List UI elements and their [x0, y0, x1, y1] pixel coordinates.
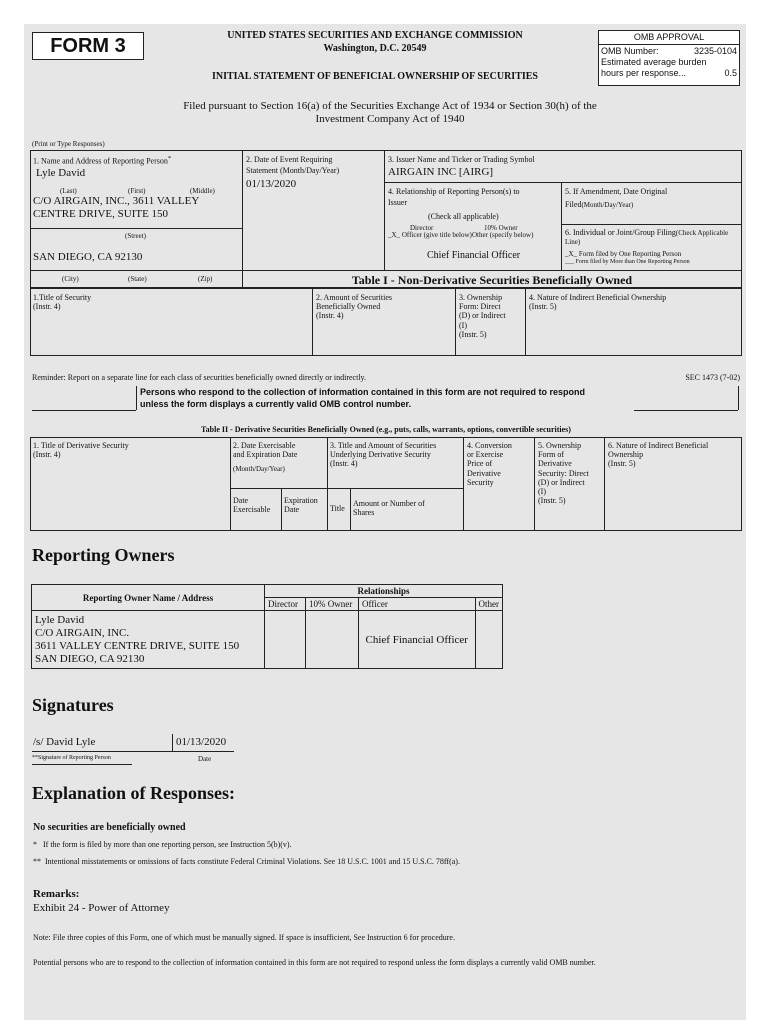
officer-option: _X_ Officer (give title below) — [388, 231, 472, 239]
table2-col3: 3. Title and Amount of Securities Underlying Derivative Security (Instr. 4) — [330, 441, 437, 469]
officer-title: Chief Financial Officer — [427, 250, 521, 261]
ro-col-other: Other — [475, 598, 503, 611]
potential-persons: Potential persons who are to respond to the collection of information contained in this form are not required to respond unless the form displays a currently valid OMB number. — [33, 958, 596, 967]
box4-label-line1: 4. Relationship of Reporting Person(s) to — [388, 187, 520, 196]
address-line1: C/O AIRGAIN, INC., 3611 VALLEY — [33, 195, 200, 207]
zip-label: (Zip) — [198, 275, 213, 283]
date-label: Date — [198, 755, 212, 763]
table2-col3a: Title — [330, 504, 345, 513]
ten-pct-option: 10% Owner — [484, 224, 518, 232]
ro-col-ten: 10% Owner — [306, 598, 359, 611]
table1-col1: 1.Title of Security (Instr. 4) — [33, 293, 92, 312]
ro-owner-line: 3611 VALLEY CENTRE DRIVE, SUITE 150 — [35, 639, 240, 652]
one-person-check-mark: _X_ — [565, 250, 578, 258]
ro-other-cell — [475, 611, 503, 669]
ro-director-cell — [265, 611, 306, 669]
table2-col2-small: (Month/Day/Year) — [233, 465, 285, 473]
ro-ten-cell — [306, 611, 359, 669]
print-note: (Print or Type Responses) — [32, 140, 105, 148]
city-label: (City) — [62, 275, 79, 283]
ro-owner-line: SAN DIEGO, CA 92130 — [35, 652, 145, 665]
note2: ** Intentional misstatements or omissions of facts constitute Federal Criminal Violations. See 18 U.S.C. 1001 and 15 U.S.C. 78ff(a). — [33, 857, 460, 866]
ro-relationships: Relationships — [265, 585, 503, 598]
table2-col6: 6. Nature of Indirect Beneficial Ownership (Instr. 5) — [608, 441, 709, 469]
table2-col4: 4. Conversion or Exercise Price of Derivative Security — [467, 441, 512, 487]
omb-number-row — [599, 46, 739, 57]
explanation-heading: Explanation of Responses: — [32, 783, 236, 803]
omb-title: OMB APPROVAL — [599, 31, 739, 45]
table2-col1: 1. Title of Derivative Security (Instr. 4) — [33, 441, 129, 460]
ro-owner-line: Lyle David — [35, 613, 85, 626]
omb-burden-label2: hours per response... — [601, 68, 687, 78]
box1-label: 1. Name and Address of Reporting Person* — [33, 155, 172, 166]
last-label: (Last) — [60, 187, 77, 195]
omb-burden-row — [599, 68, 739, 79]
filed-pursuant-line2: Investment Company Act of 1940 — [315, 113, 465, 125]
agency-line2: Washington, D.C. 20549 — [323, 43, 427, 54]
note-file: Note: File three copies of this Form, one of which must be manually signed. If space is insufficient, See Instruction 6 for procedure. — [33, 933, 455, 942]
signatures-heading: Signatures — [32, 695, 114, 715]
table1-col4: 4. Nature of Indirect Beneficial Ownership (Instr. 5) — [529, 293, 667, 312]
middle-label: (Middle) — [190, 187, 215, 195]
ro-owner-line: C/O AIRGAIN, INC. — [35, 626, 130, 639]
omb-number-value: 3235-0104 — [693, 46, 737, 56]
omb-approval-box — [598, 30, 740, 86]
other-option: Other (specify below) — [472, 231, 534, 239]
ro-owner-cell — [32, 611, 265, 669]
persons-notice-line2: unless the form displays a currently valid OMB control number. — [140, 399, 412, 409]
reporting-owners-heading: Reporting Owners — [32, 545, 175, 565]
table1-col3: 3. Ownership Form: Direct (D) or Indirect (I) (Instr. 5) — [459, 293, 506, 339]
street-label: (Street) — [125, 232, 146, 240]
agency-line1: UNITED STATES SECURITIES AND EXCHANGE COMMISSION — [227, 30, 523, 41]
ro-col-officer: Officer — [359, 598, 476, 611]
remarks-text: Exhibit 24 - Power of Attorney — [33, 902, 170, 914]
remarks-label: Remarks: — [33, 888, 80, 900]
statement-title: INITIAL STATEMENT OF BENEFICIAL OWNERSHIP OF SECURITIES — [211, 71, 538, 82]
box3-label: 3. Issuer Name and Ticker or Trading Symbol — [388, 155, 535, 164]
signature: /s/ David Lyle — [33, 736, 96, 748]
asterisk-note-mark: * — [167, 155, 172, 162]
table2-col3b: Amount or Number of Shares — [353, 499, 425, 518]
sec-code: SEC 1473 (7-02) — [685, 373, 740, 382]
director-option: Director — [410, 224, 434, 232]
table2-col2a: Date Exercisable — [233, 496, 271, 515]
box2-label-line2: Statement (Month/Day/Year) — [246, 166, 340, 175]
table1-col2: 2. Amount of Securities Beneficially Owned (Instr. 4) — [316, 293, 392, 321]
omb-burden-label1: Estimated average burden — [601, 57, 707, 67]
table2-title: Table II - Derivative Securities Beneficially Owned (e.g., puts, calls, warrants, options, convertible securities) — [201, 425, 571, 434]
table2-col5: 5. Ownership Form of Derivative Security: Direct (D) or Indirect (I) (Instr. 5) — [538, 441, 589, 506]
signature-date: 01/13/2020 — [176, 736, 227, 748]
officer-check-mark: _X_ — [388, 231, 401, 239]
table2-col2: 2. Date Exercisable and Expiration Date — [233, 441, 298, 460]
state-label: (State) — [128, 275, 147, 283]
city-state-zip: SAN DIEGO, CA 92130 — [33, 251, 143, 263]
ro-officer-cell: Chief Financial Officer — [359, 611, 476, 669]
filed-pursuant-line1: Filed pursuant to Section 16(a) of the Securities Exchange Act of 1934 or Section 30(h) of the — [183, 100, 597, 112]
table2-col2b: Expiration Date — [284, 496, 318, 515]
reporting-person-name: Lyle David — [36, 167, 86, 179]
first-label: (First) — [128, 187, 146, 195]
box2-label-line1: 2. Date of Event Requiring — [246, 155, 333, 164]
check-all-applicable: (Check all applicable) — [428, 212, 499, 221]
reporting-owners-table — [31, 584, 503, 669]
issuer-name: AIRGAIN INC [AIRG] — [388, 166, 494, 178]
no-securities-note: No securities are beneficially owned — [33, 822, 186, 833]
ro-col-director: Director — [265, 598, 306, 611]
box6-label: 6. Individual or Joint/Group Filing(Check Applicable Line) — [565, 228, 729, 247]
more-person-option: ___ Form filed by More than One Reporting Person — [565, 259, 690, 265]
form-label: FORM 3 — [32, 32, 144, 60]
omb-burden-value: 0.5 — [724, 68, 737, 78]
note1: * If the form is filed by more than one reporting person, see Instruction 5(b)(v). — [33, 840, 292, 849]
event-date: 01/13/2020 — [246, 178, 297, 190]
address-line2: CENTRE DRIVE, SUITE 150 — [33, 208, 169, 220]
omb-number-label: OMB Number: — [601, 46, 659, 56]
ro-col-name: Reporting Owner Name / Address — [32, 585, 265, 611]
box5-label: 5. If Amendment, Date Original — [565, 187, 668, 196]
signature-label: **Signature of Reporting Person — [32, 755, 111, 761]
box4-label-line2: Issuer — [388, 198, 408, 207]
table1-title: Table I - Non-Derivative Securities Beneficially Owned — [351, 273, 633, 287]
box5-label2: Filed(Month/Day/Year) — [565, 200, 634, 209]
one-person-option: _X_ Form filed by One Reporting Person — [565, 250, 682, 258]
reminder-text: Reminder: Report on a separate line for each class of securities beneficially owned directly or indirectly. — [32, 373, 367, 382]
persons-notice-line1: Persons who respond to the collection of information contained in this form are not required to respond — [140, 387, 586, 397]
